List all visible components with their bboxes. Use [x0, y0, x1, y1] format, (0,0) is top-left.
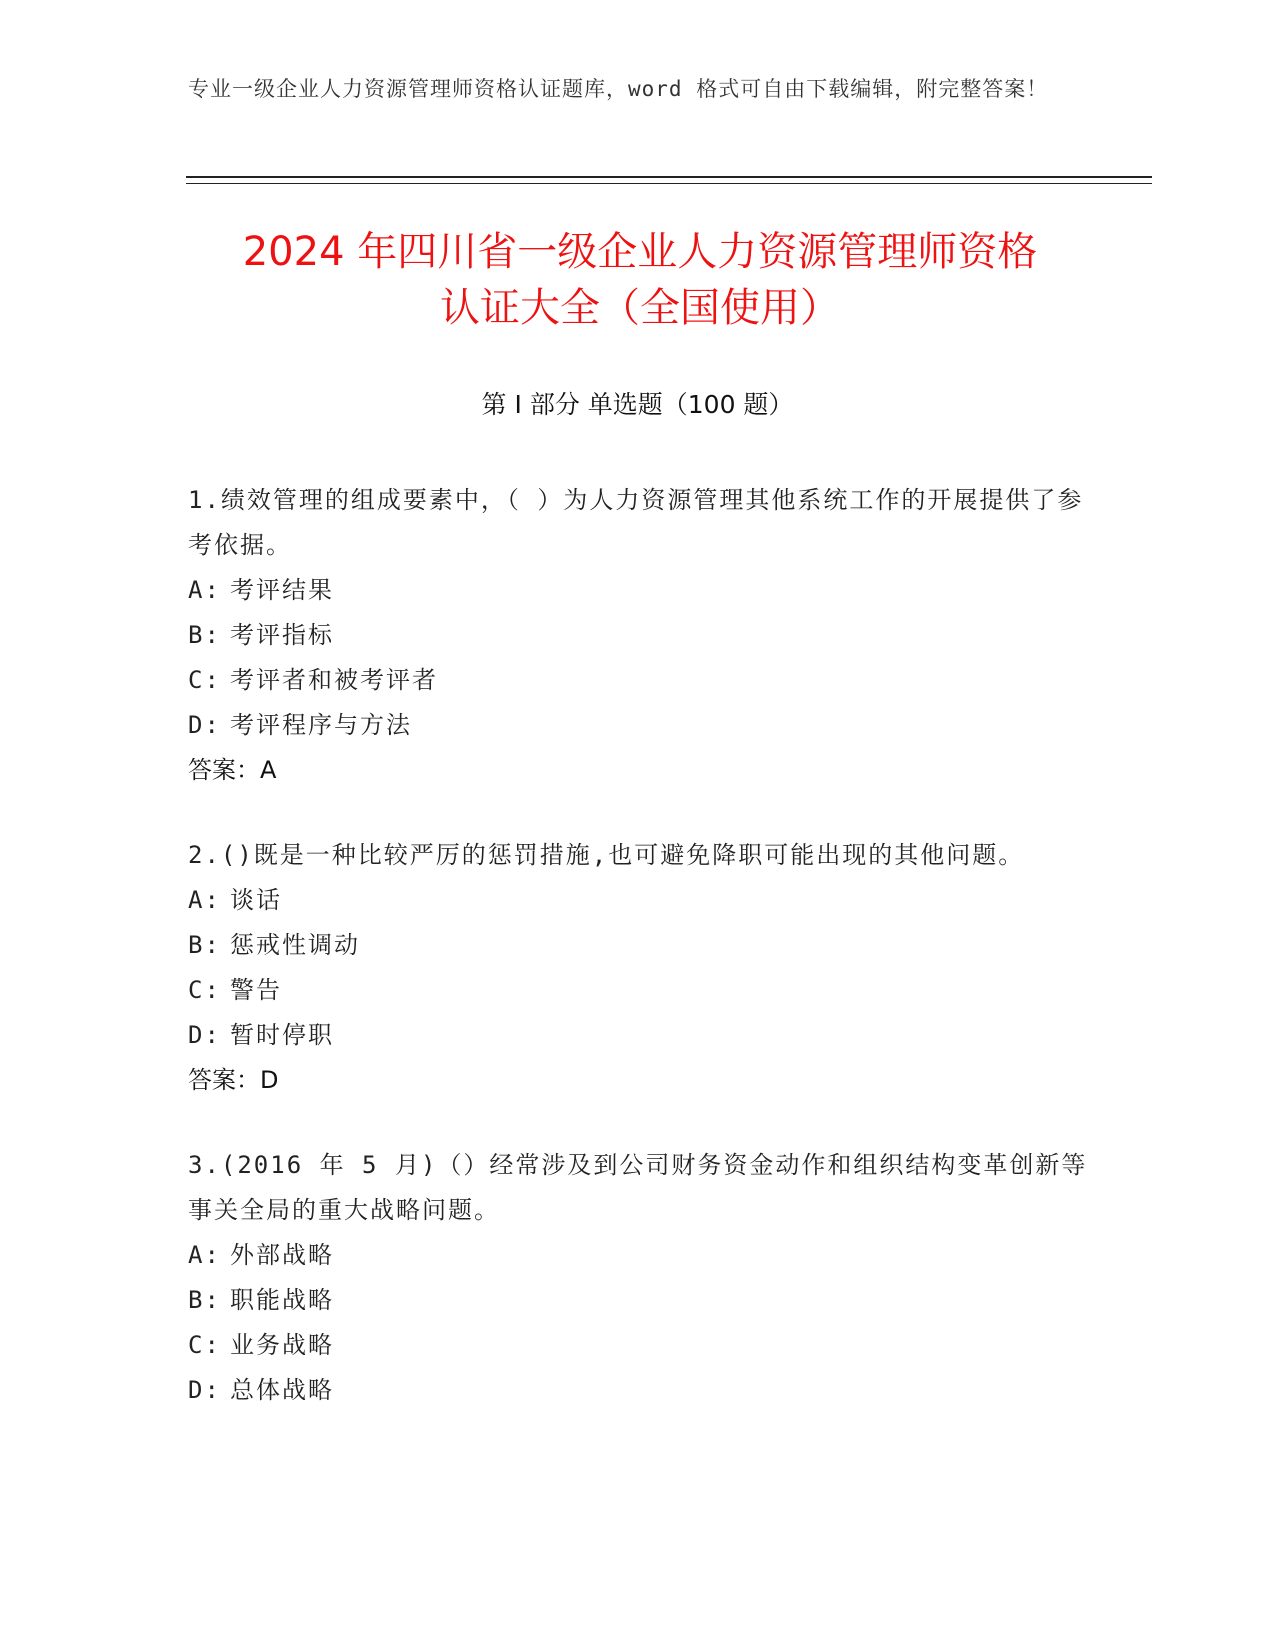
question-list: [188, 478, 1088, 1453]
option-d: [188, 703, 1088, 748]
option-letter: B:: [188, 621, 221, 649]
option-text: 警告: [230, 976, 282, 1004]
question-stem: 1.绩效管理的组成要素中，（ ）为人力资源管理其他系统工作的开展提供了参考依据。: [188, 486, 1084, 559]
option-c: [188, 968, 1088, 1013]
header-rule-thin: [186, 183, 1152, 184]
option-text: 总体战略: [230, 1376, 334, 1404]
option-b: [188, 1278, 1088, 1323]
option-letter: B:: [188, 931, 221, 959]
option-letter: A:: [188, 576, 221, 604]
option-text: 考评结果: [230, 576, 334, 604]
option-letter: C:: [188, 1331, 221, 1359]
option-b: [188, 613, 1088, 658]
option-text: 外部战略: [230, 1241, 334, 1269]
option-text: 惩戒性调动: [230, 931, 360, 959]
option-letter: B:: [188, 1286, 221, 1314]
option-b: [188, 923, 1088, 968]
option-a: [188, 568, 1088, 613]
option-a: [188, 1233, 1088, 1278]
header-note: 专业一级企业人力资源管理师资格认证题库，word 格式可自由下载编辑，附完整答案！: [188, 77, 1049, 101]
question-1: [188, 478, 1088, 793]
option-text: 职能战略: [230, 1286, 334, 1314]
option-text: 业务战略: [230, 1331, 334, 1359]
option-text: 考评者和被考评者: [230, 666, 438, 694]
option-letter: D:: [188, 1021, 221, 1049]
question-2: [188, 833, 1088, 1103]
answer-line: 答案：D: [188, 1066, 279, 1094]
question-stem: 3.(2016 年 5 月)（）经常涉及到公司财务资金动作和组织结构变革创新等事关全局的重大战略问题。: [188, 1151, 1088, 1224]
option-text: 考评指标: [230, 621, 334, 649]
option-letter: D:: [188, 1376, 221, 1404]
option-c: [188, 1323, 1088, 1368]
option-c: [188, 658, 1088, 703]
header-rule-thick: [186, 176, 1152, 178]
option-d: [188, 1013, 1088, 1058]
option-text: 暂时停职: [230, 1021, 334, 1049]
document-title-line-2: 认证大全（全国使用）: [440, 285, 840, 331]
option-d: [188, 1368, 1088, 1413]
question-3: [188, 1143, 1088, 1413]
question-stem: 2.()既是一种比较严厉的惩罚措施,也可避免降职可能出现的其他问题。: [188, 841, 1025, 869]
answer-line: 答案：A: [188, 756, 277, 784]
option-text: 考评程序与方法: [230, 711, 412, 739]
option-letter: D:: [188, 711, 221, 739]
option-letter: A:: [188, 1241, 221, 1269]
option-text: 谈话: [230, 886, 282, 914]
section-heading: 第 I 部分 单选题（100 题）: [481, 390, 794, 419]
option-letter: C:: [188, 976, 221, 1004]
option-letter: C:: [188, 666, 221, 694]
document-title: [160, 224, 1120, 336]
document-title-line-1: 2024 年四川省一级企业人力资源管理师资格: [242, 229, 1038, 275]
option-letter: A:: [188, 886, 221, 914]
option-a: [188, 878, 1088, 923]
